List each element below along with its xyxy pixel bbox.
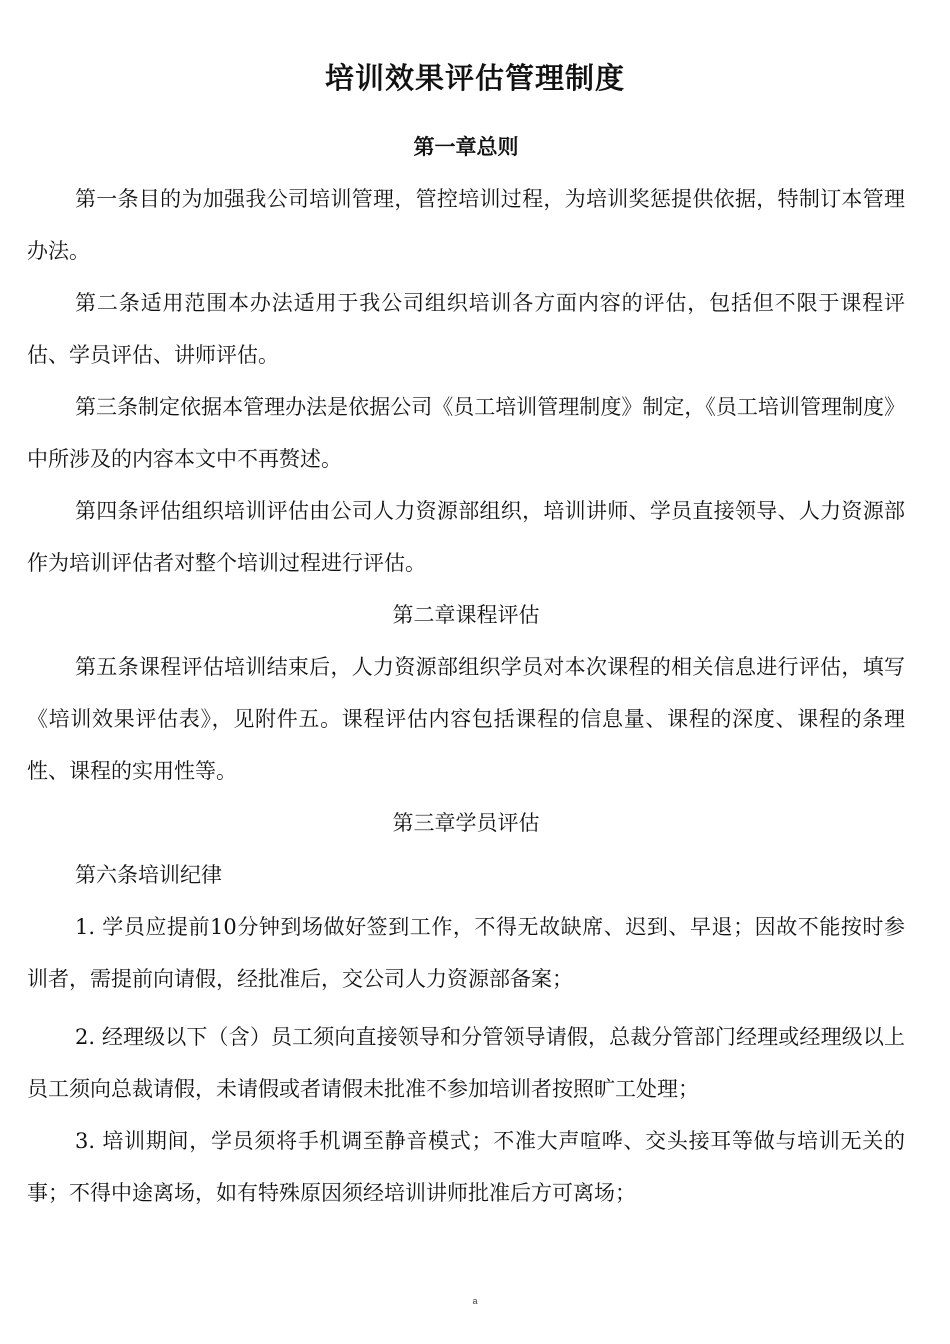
article-5: 第五条课程评估培训结束后，人力资源部组织学员对本次课程的相关信息进行评估，填写《培训效果评估表》，见附件五。课程评估内容包括课程的信息量、课程的深度、课程的条理性、课程的实用性等。 xyxy=(27,655,905,783)
article-4: 第四条评估组织培训评估由公司人力资源部组织，培训讲师、学员直接领导、人力资源部作为培训评估者对整个培训过程进行评估。 xyxy=(27,499,905,575)
discipline-item-3: 3. 培训期间，学员须将手机调至静音模式；不准大声喧哗、交头接耳等做与培训无关的事；不得中途离场，如有特殊原因须经培训讲师批准后方可离场； xyxy=(27,1129,905,1205)
article-6-title: 第六条培训纪律 xyxy=(75,863,222,887)
document-body xyxy=(27,121,905,1219)
chapter-3-heading: 第三章学员评估 xyxy=(392,811,540,835)
document-title: 培训效果评估管理制度 xyxy=(324,61,625,95)
chapter-2-heading: 第二章课程评估 xyxy=(392,603,540,627)
discipline-item-2: 2. 经理级以下（含）员工须向直接领导和分管领导请假，总裁分管部门经理或经理级以上员工须向总裁请假，未请假或者请假未批准不参加培训者按照旷工处理； xyxy=(27,1025,905,1101)
chapter-1-heading: 第一章总则 xyxy=(413,135,519,159)
article-3: 第三条制定依据本管理办法是依据公司《员工培训管理制度》制定，《员工培训管理制度》中所涉及的内容本文中不再赘述。 xyxy=(27,395,905,471)
article-2: 第二条适用范围本办法适用于我公司组织培训各方面内容的评估，包括但不限于课程评估、学员评估、讲师评估。 xyxy=(27,291,905,367)
article-1: 第一条目的为加强我公司培训管理，管控培训过程，为培训奖惩提供依据，特制订本管理办法。 xyxy=(27,187,905,263)
page-footer-mark: a xyxy=(472,1296,478,1306)
discipline-item-1: 1. 学员应提前10分钟到场做好签到工作，不得无故缺席、迟到、早退；因故不能按时参训者，需提前向请假，经批准后，交公司人力资源部备案； xyxy=(27,915,905,991)
